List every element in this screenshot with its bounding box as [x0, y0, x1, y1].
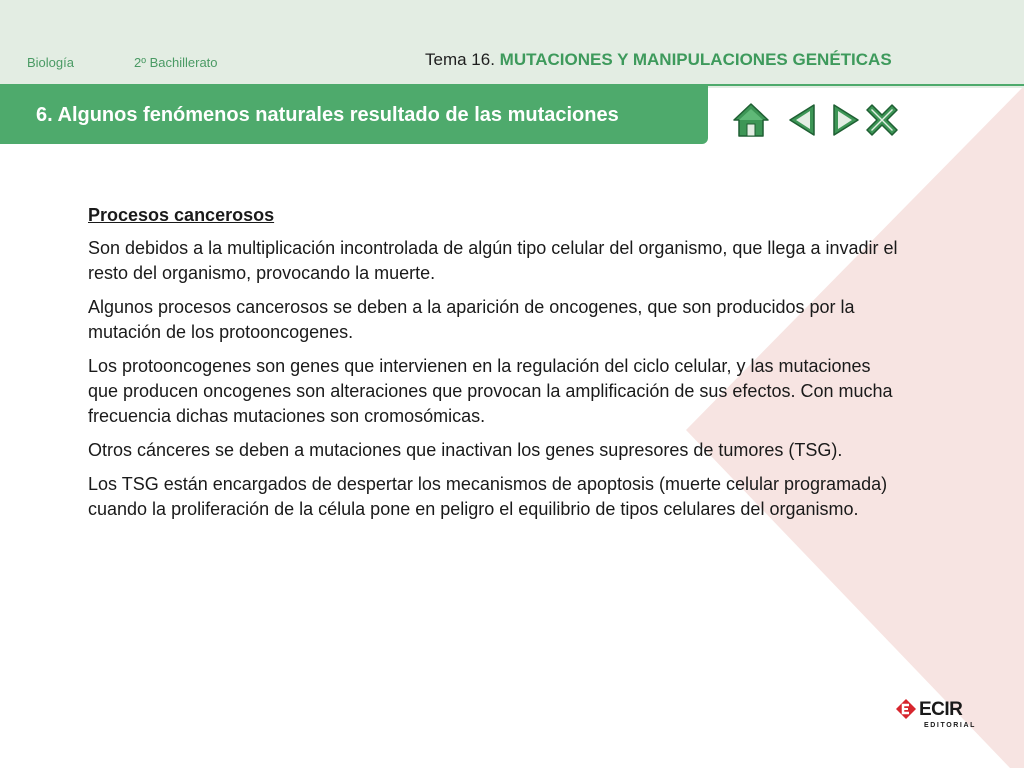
topic-header: [425, 50, 892, 70]
svg-text:EDITORIAL: EDITORIAL: [924, 722, 976, 729]
close-button[interactable]: [863, 101, 901, 139]
section-bar: [0, 86, 708, 144]
topic-title: MUTACIONES Y MANIPULACIONES GENÉTICAS: [499, 50, 892, 69]
svg-text:ECIR: ECIR: [919, 699, 963, 720]
next-button[interactable]: [826, 101, 864, 139]
section-title: 6. Algunos fenómenos naturales resultado de las mutaciones: [36, 104, 619, 126]
course-label: 2º Bachillerato: [134, 55, 218, 70]
ecir-editorial-logo: [894, 697, 984, 731]
previous-button[interactable]: [784, 101, 822, 139]
close-x-icon: [863, 101, 901, 139]
top-header: [0, 0, 1024, 86]
home-icon: [732, 101, 770, 139]
content-paragraph: Son debidos a la multiplicación incontrolada de algún tipo celular del organismo, que llega a invadir el resto del organismo, provocando la muerte.: [88, 238, 898, 283]
home-button[interactable]: [732, 101, 770, 139]
content-paragraph: Los TSG están encargados de despertar los mecanismos de apoptosis (muerte celular programada) cuando la proliferación de la célula pone en peligro el equilibrio de tipos celulares del organismo.: [88, 474, 888, 519]
topic-prefix: Tema 16.: [425, 50, 495, 69]
content-paragraph: Los protooncogenes son genes que intervienen en la regulación del ciclo celular, y las mutaciones que producen oncogenes son alteraciones que provocan la amplificación de sus efectos. Con mucha frecuencia dichas mutaciones son cromosómicas.: [88, 356, 893, 426]
content-heading: Procesos cancerosos: [88, 205, 275, 225]
triangle-right-icon: [826, 101, 864, 139]
slide-content: [88, 203, 898, 531]
subject-label: Biología: [27, 55, 74, 70]
ecir-logo-icon: [894, 697, 984, 731]
content-paragraph: Otros cánceres se deben a mutaciones que inactivan los genes supresores de tumores (TSG).: [88, 440, 843, 460]
content-paragraph: Algunos procesos cancerosos se deben a la aparición de oncogenes, que son producidos por la mutación de los protooncogenes.: [88, 297, 855, 342]
triangle-left-icon: [784, 101, 822, 139]
